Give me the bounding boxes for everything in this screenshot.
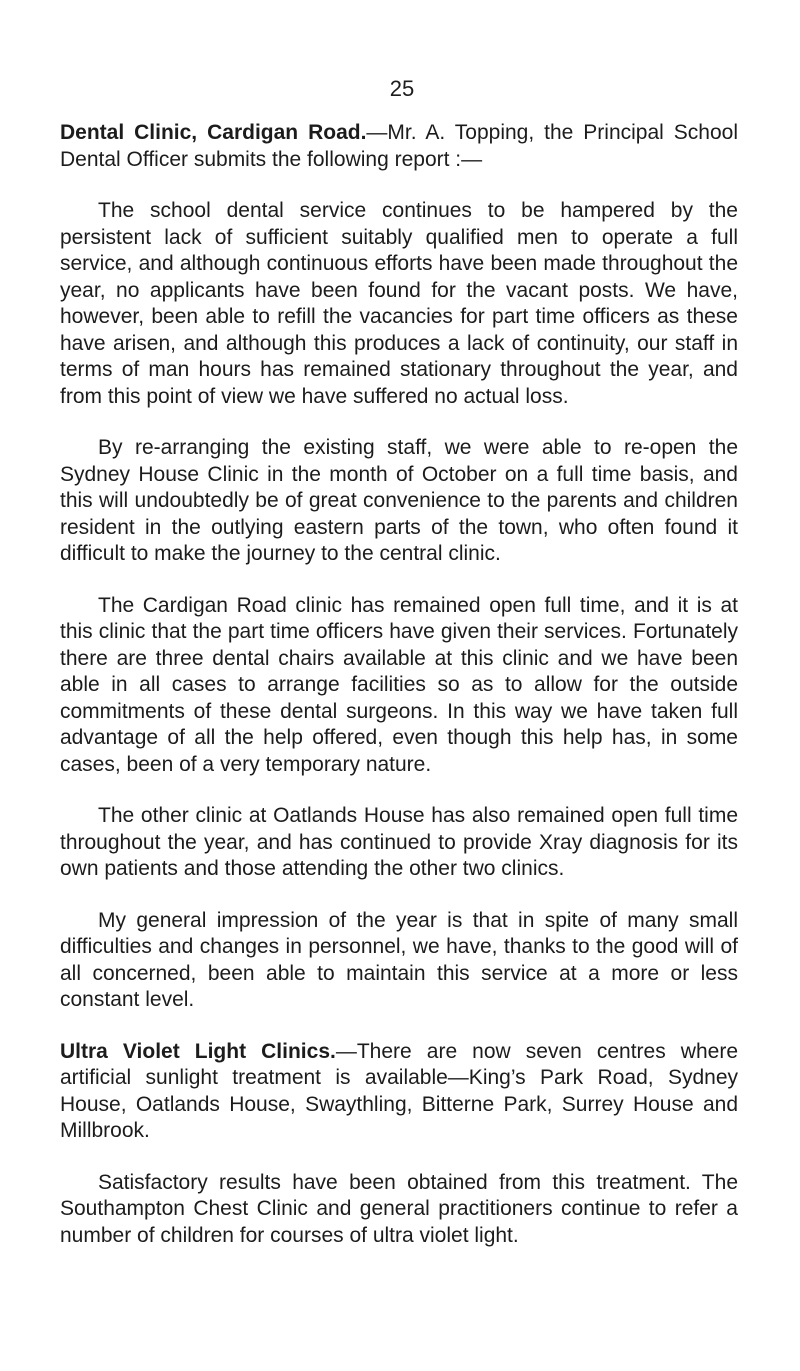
ultra-violet-heading: Ultra Violet Light Clinics. [60,1039,336,1063]
dental-clinic-intro-text: —Mr. A. Topping, the Principal School Dental Officer submits the following report :— [60,121,738,171]
ultra-violet-intro-paragraph [60,1039,738,1145]
ultra-violet-paragraph-results: Satisfactory results have been obtained from this treatment. The Southampton Chest Clinic and general practitioners continue to refer a number of children for courses of ultra violet light. [60,1170,738,1247]
document-page [60,76,738,1274]
dental-paragraph-oatlands-house: The other clinic at Oatlands House has also remained open full time throughout the year, and has continued to provide Xray diagnosis for its own patients and those attending the other two clinics. [60,804,738,880]
dental-clinic-heading: Dental Clinic, Cardigan Road. [60,121,367,144]
dental-paragraph-sydney-house: By re-arranging the existing staff, we were able to re-open the Sydney House Clinic in the month of October on a full time basis, and this will undoubtedly be of great convenience to the parents and children resident in the outlying eastern parts of the town, who often found it difficult to make the journey to the central clinic. [60,436,738,565]
ultra-violet-intro-text: —There are now seven centres where artificial sunlight treatment is available—King’s Park Road, Sydney House, Oatlands House, Swaythling, Bitterne Park, Surrey House and Millbrook. [60,1039,738,1142]
dental-paragraph-staffing: The school dental service continues to be hampered by the persistent lack of sufficient suitably qualified men to operate a full service, and although continuous efforts have been made throughout the year, no applicants have been found for the vacant posts. We have, however, been able to refill the vacancies for part time officers as these have arisen, and although this produces a lack of continuity, our staff in terms of man hours has remained stationary throughout the year, and from this point of view we have suffered no actual loss. [60,199,738,408]
dental-clinic-intro-paragraph [60,120,738,173]
dental-paragraph-general-impression: My general impression of the year is that in spite of many small difficulties and changes in personnel, we have, thanks to the good will of all concerned, been able to maintain this service at a more or less constant level. [60,908,738,1011]
dental-paragraph-cardigan-road: The Cardigan Road clinic has remained open full time, and it is at this clinic that the part time officers have given their services. Fortunately there are three dental chairs available at this clinic and we have been able in all cases to arrange facilities so as to allow for the outside commitments of these dental surgeons. In this way we have taken full advantage of all the help offered, even though this help has, in some cases, been of a very temporary nature. [60,593,738,776]
page-number: 25 [389,76,415,101]
